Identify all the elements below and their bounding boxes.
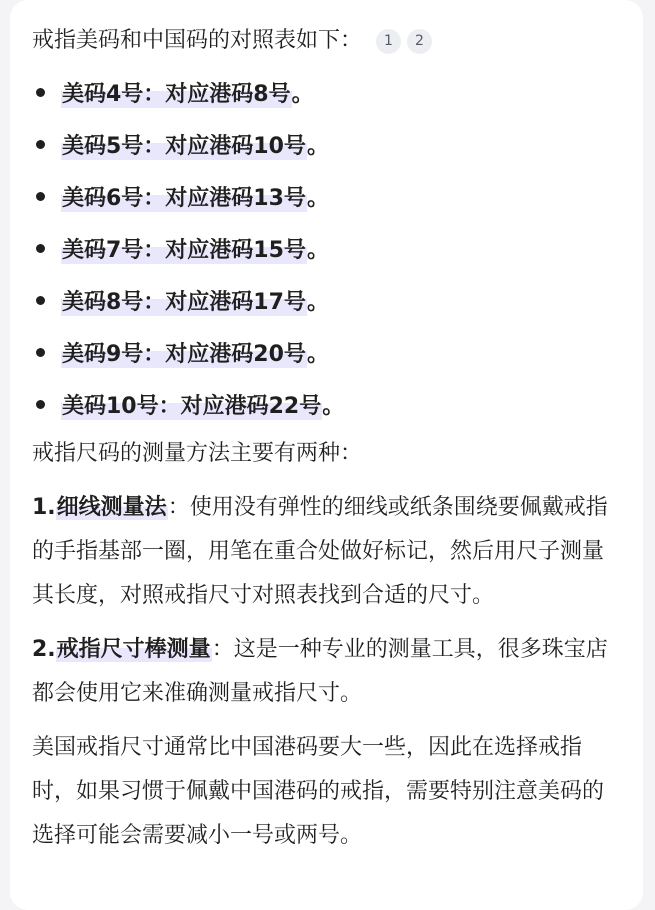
bullet-icon <box>36 140 45 149</box>
bullet-icon <box>36 400 45 409</box>
method-2-number: 2. <box>32 637 56 662</box>
list-item-end: 。 <box>322 393 345 419</box>
list-item-label: 美码6号：对应港码13号 <box>61 181 307 212</box>
intro-line <box>32 26 621 56</box>
list-item <box>32 274 621 326</box>
method-2-body: ：这是一种专业的测量工具，很多珠宝店都会使用它来准确测量戒指尺寸。 <box>32 637 608 706</box>
citation-badge-2[interactable]: 2 <box>407 29 432 54</box>
list-item-end: 。 <box>306 341 329 367</box>
chat-response-card <box>10 0 643 910</box>
list-item <box>32 222 621 274</box>
bullet-icon <box>36 192 45 201</box>
list-item <box>32 378 621 430</box>
list-item-end: 。 <box>306 289 329 315</box>
bullet-icon <box>36 244 45 253</box>
method-1-title: 细线测量法 <box>56 495 167 520</box>
list-item <box>32 66 621 118</box>
list-item-end: 。 <box>306 133 329 159</box>
bullet-icon <box>36 88 45 97</box>
citation-badge-1[interactable]: 1 <box>376 29 401 54</box>
list-item <box>32 170 621 222</box>
list-item-label: 美码9号：对应港码20号 <box>61 337 307 368</box>
list-item-end: 。 <box>306 185 329 211</box>
measure-intro: 戒指尺码的测量方法主要有两种： <box>32 441 363 466</box>
list-item-label: 美码10号：对应港码22号 <box>61 389 322 420</box>
list-item-label: 美码4号：对应港码8号 <box>61 77 292 108</box>
bullet-icon <box>36 296 45 305</box>
list-item <box>32 326 621 378</box>
method-1-number: 1. <box>32 495 56 520</box>
bullet-icon <box>36 348 45 357</box>
size-conversion-list <box>32 66 621 430</box>
intro-text: 戒指美码和中国码的对照表如下： <box>32 28 363 53</box>
method-1 <box>32 486 621 618</box>
list-item-label: 美码7号：对应港码15号 <box>61 233 307 264</box>
method-2-title: 戒指尺寸棒测量 <box>56 637 211 662</box>
list-item-label: 美码8号：对应港码17号 <box>61 285 307 316</box>
list-item-label: 美码5号：对应港码10号 <box>61 129 307 160</box>
list-item-end: 。 <box>291 81 314 107</box>
conclusion: 美国戒指尺寸通常比中国港码要大一些，因此在选择戒指时，如果习惯于佩戴中国港码的戒指，需要特别注意美码的选择可能会需要减小一号或两号。 <box>32 735 605 848</box>
list-item-end: 。 <box>306 237 329 263</box>
list-item <box>32 118 621 170</box>
method-1-body: ：使用没有弹性的细线或纸条围绕要佩戴戒指的手指基部一圈，用笔在重合处做好标记，然后用尺子测量其长度，对照戒指尺寸对照表找到合适的尺寸。 <box>32 495 608 608</box>
method-2 <box>32 628 621 716</box>
